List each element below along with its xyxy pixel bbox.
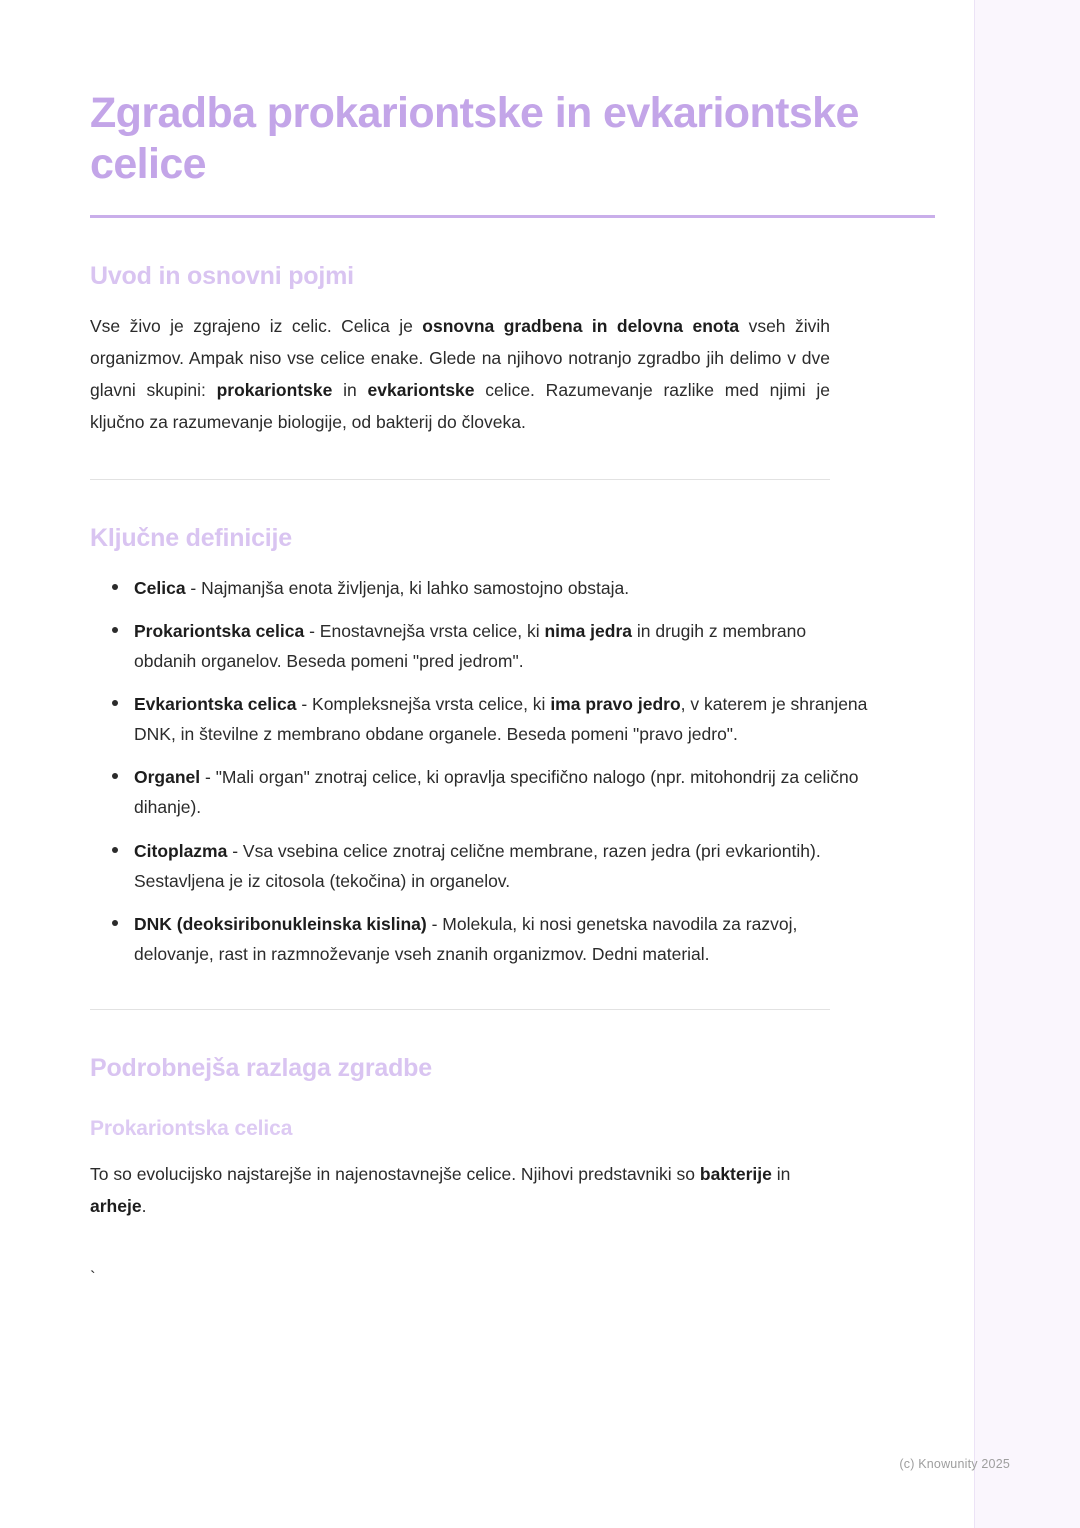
definition-text-1: - Vsa vsebina celice znotraj celične membrane, razen jedra (pri evkariontih). Sestavljena je iz citosola (tekočina) in organelov. [134, 840, 821, 891]
definition-emphasis: ima pravo jedro [550, 694, 681, 715]
section-divider-1 [90, 479, 830, 480]
definition-emphasis: nima jedra [544, 620, 633, 641]
intro-bold-3: evkariontske [367, 380, 475, 401]
structure-text-2: in [771, 1163, 791, 1184]
list-item [112, 909, 872, 969]
page-side-band [974, 0, 1080, 1528]
definition-term: Prokariontska celica [134, 620, 305, 641]
title-divider [90, 215, 935, 218]
definition-term: Celica [134, 577, 186, 598]
section-divider-2 [90, 1009, 830, 1010]
definition-text-2: in drugih z membrano obdanih organelov. Beseda pomeni "pred jedrom". [134, 620, 807, 672]
definition-text-1: - Molekula, ki nosi genetska navodila za razvoj, delovanje, rast in razmnoževanje vseh znanih organizmov. Dedni material. [134, 913, 798, 964]
definition-list [90, 573, 872, 969]
definition-term: Evkariontska celica [134, 694, 297, 715]
section-heading-definitions: Ključne definicije [90, 523, 293, 552]
trailing-backtick: ` [90, 1267, 96, 1287]
list-item [112, 762, 872, 822]
definition-term: Citoplazma [134, 840, 228, 861]
section-heading-intro: Uvod in osnovni pojmi [90, 262, 354, 291]
definition-text-1: - "Mali organ" znotraj celice, ki opravlja specifično nalogo (npr. mitohondrij za celično dihanje). [134, 767, 859, 818]
definition-text-1: - Najmanjša enota življenja, ki lahko samostojno obstaja. [185, 577, 630, 598]
list-item [112, 836, 872, 896]
intro-text-3: in [332, 380, 368, 401]
structure-text-1: To so evolucijsko najstarejše in najenostavnejše celice. Njihovi predstavniki so [90, 1163, 700, 1184]
definition-text-1: - Enostavnejša vrsta celice, ki [304, 620, 545, 641]
page-title: Zgradba prokariontske in evkariontske celice [90, 89, 859, 188]
intro-bold-2: prokariontske [216, 380, 333, 401]
structure-bold-2: arheje [90, 1195, 142, 1216]
list-item [112, 616, 872, 676]
list-item [112, 573, 872, 603]
list-item [112, 689, 872, 749]
definition-term: Organel [134, 767, 201, 788]
document-content [90, 88, 935, 1286]
intro-text-2: vseh živih organizmov. Ampak niso vse celice enake. Glede na njihovo notranjo zgradbo jih delimo v dve glavni skupini: [90, 316, 830, 401]
intro-bold-1: osnovna gradbena in delovna enota [422, 316, 740, 337]
definition-text-2: , v katerem je shranjena DNK, in številne z membrano obdane organele. Beseda pomeni "pravo jedro". [134, 694, 868, 745]
intro-text-1: Vse živo je zgrajeno iz celic. Celica je [90, 316, 423, 337]
intro-text-4: celice. Razumevanje razlike med njimi je ključno za razumevanje biologije, od bakterij do človeka. [90, 380, 830, 432]
section-heading-structure: Podrobnejša razlaga zgradbe [90, 1053, 432, 1082]
footer-copyright: (c) Knowunity 2025 [899, 1457, 1010, 1471]
structure-text-3: . [141, 1195, 147, 1216]
intro-paragraph [90, 311, 830, 438]
definition-text-1: - Kompleksnejša vrsta celice, ki [296, 694, 551, 715]
subsection-heading-prokaryote: Prokariontska celica [90, 1116, 293, 1140]
structure-paragraph [90, 1159, 830, 1223]
definition-term: DNK (deoksiribonukleinska kislina) [134, 913, 427, 934]
structure-bold-1: bakterije [699, 1163, 772, 1184]
